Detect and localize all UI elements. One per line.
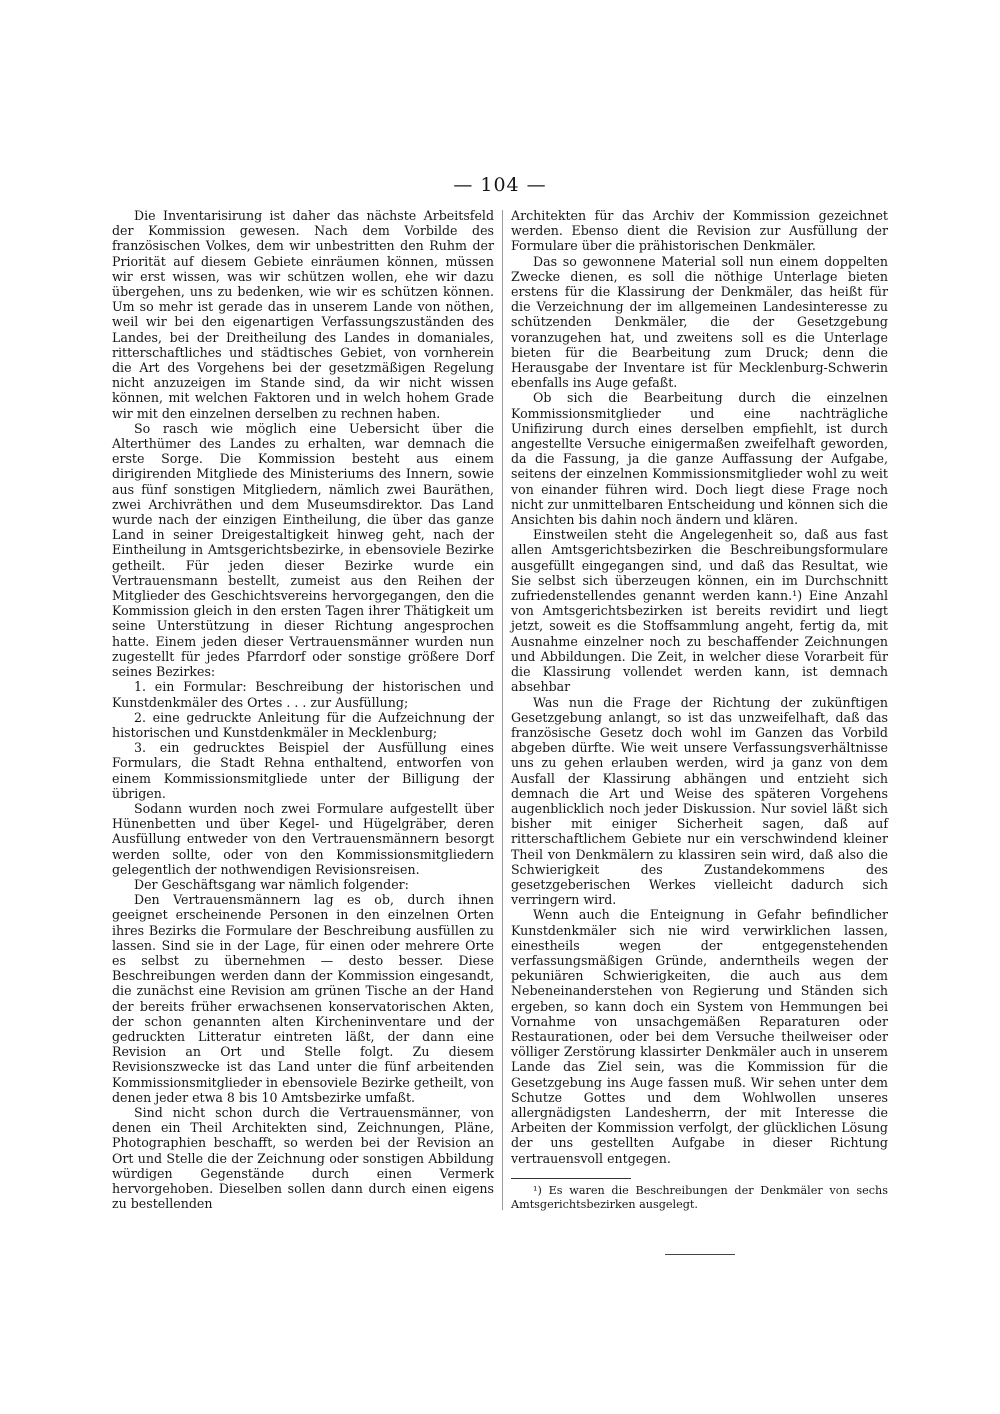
list-item: 2. eine gedruckte Anleitung für die Aufzeichnung der historischen und Kunstdenkmäler in Mecklenburg; xyxy=(112,709,494,740)
paragraph: Das so gewonnene Material soll nun einem doppelten Zwecke dienen, es soll die nöthige Unterlage bieten erstens für die Klassirung der Denkmäler, das heißt für die Verzeichnung der im allgemeinen Landesinteresse zu schützenden Denkmäler, die der Gesetzgebung voranzugehen hat, und zweitens soll es die Unterlage bieten für die Bearbeitung zum Druck; denn die Herausgabe der Inventare ist für Mecklenburg-Schwerin ebenfalls ins Auge gefaßt. xyxy=(511,253,888,391)
paragraph: So rasch wie möglich eine Uebersicht über die Alterthümer des Landes zu erhalten, war demnach die erste Sorge. Die Kommission besteht aus einem dirigirenden Mitgliede des Ministeriums des Innern, sowie aus fünf sonstigen Mitgliedern, nämlich zwei Bauräthen, zwei Archivräthen und dem Museumsdirektor. Das Land wurde nach der einzigen Eintheilung, die über das ganze Land in seiner Dreigestaltigkeit hinweg geht, nach der Eintheilung in Amtsgerichtsbezirke, in ebensoviele Bezirke getheilt. Für jeden dieser Bezirke wurde ein Vertrauensmann bestellt, zumeist aus den Reihen der Mitglieder des Geschichtsvereins hervorgegangen, den die Kommission gleich in den ersten Tagen ihrer Thätigkeit um seine Unterstützung in dieser Richtung angesprochen hatte. Einem jeden dieser Vertrauensmänner wurden nun zugestellt für jedes Pfarrdorf oder sonstige größere Dorf seines Bezirkes: xyxy=(112,420,494,680)
paragraph: Wenn auch die Enteignung in Gefahr befindlicher Kunstdenkmäler sich nie wird verwirklichen lassen, einestheils wegen der entgegenstehenden verfassungsmäßigen Gründe, anderntheils wegen der pekuniären Schwierigkeiten, die auch aus dem Nebeneinanderstehen von Regierung und Ständen sich ergeben, so kann doch ein System von Hemmungen bei Vornahme von unsachgemäßen Reparaturen oder Restaurationen, oder bei dem Versuche theilweiser oder völliger Zerstörung klassirter Denkmäler auch in unserem Lande das Ziel sein, was die Kommission für die Gesetzgebung ins Auge fassen muß. Wir sehen unter dem Schutze Gottes und dem Wohlwollen unseres allergnädigsten Landesherrn, der mit Interesse die Arbeiten der Kommission verfolgt, der glücklichen Lösung der uns gestellten Aufgabe in dieser Richtung vertrauensvoll entgegen. xyxy=(511,907,888,1166)
paragraph: Sodann wurden noch zwei Formulare aufgestellt über Hünenbetten und über Kegel- und Hügelgräber, deren Ausfüllung entweder von den Vertrauensmännern besorgt werden sollte, oder von den Kommissionsmitgliedern gelegentlich der nothwendigen Revisionsreisen. xyxy=(112,800,494,877)
left-column xyxy=(112,208,494,1211)
column-divider xyxy=(502,210,503,1210)
list-item: 3. ein gedrucktes Beispiel der Ausfüllung eines Formulars, die Stadt Rehna enthaltend, entworfen von einem Kommissionsmitgliede unter der Billigung der übrigen. xyxy=(112,740,494,801)
paragraph: Ob sich die Bearbeitung durch die einzelnen Kommissionsmitglieder und eine nachträgliche Unifizirung durch eines derselben empfiehlt, ist durch angestellte Versuche einigermaßen zweifelhaft geworden, da die Fassung, ja die ganze Auffassung der Aufgabe, seitens der einzelnen Kommissionsmitglieder wohl zu weit von einander führen wird. Doch liegt diese Frage noch nicht zur unmittelbaren Entscheidung und können sich die Ansichten bis dahin noch ändern und klären. xyxy=(511,390,888,528)
paragraph: Den Vertrauensmännern lag es ob, durch ihnen geeignet erscheinende Personen in den einzelnen Orten ihres Bezirks die Formulare der Beschreibung ausfüllen zu lassen. Sind sie in der Lage, für einen oder mehrere Orte es selbst zu übernehmen — desto besser. Diese Beschreibungen werden dann der Kommission eingesandt, die zunächst eine Revision am grünen Tische an der Hand der bereits früher erwachsenen konservatorischen Akten, der schon genannten alten Kircheninventare und der gedruckten Litteratur eintreten läßt, der dann eine Revision an Ort und Stelle folgt. Zu diesem Revisionszwecke ist das Land unter die fünf arbeitenden Kommissionsmitglieder in ebensoviele Bezirke getheilt, von denen jeder etwa 8 bis 10 Amtsbezirke umfaßt. xyxy=(112,892,494,1105)
list-item: 1. ein Formular: Beschreibung der historischen und Kunstdenkmäler des Ortes . . . zur Ausfüllung; xyxy=(112,679,494,710)
footnote-rule xyxy=(511,1178,631,1179)
end-rule xyxy=(665,1254,735,1255)
paragraph: Was nun die Frage der Richtung der zukünftigen Gesetzgebung anlangt, so ist das unzweifelhaft, daß das französische Gesetz doch wohl im Ganzen das Vorbild abgeben dürfte. Wie weit unsere Verfassungsverhältnisse uns zu gehen erlauben werden, wird ja ganz von dem Ausfall der Klassirung abhängen und entzieht sich demnach die Art und Weise des späteren Vorgehens augenblicklich noch jeder Diskussion. Nur soviel läßt sich bisher mit einiger Sicherheit sagen, daß auf ritterschaftlichem Gebiete nur ein verschwindend kleiner Theil von Denkmälern zu klassiren sein wird, daß also die Schwierigkeit des Zustandekommens des gesetzgeberischen Werkes vielleicht dadurch sich verringern wird. xyxy=(511,694,888,908)
right-column xyxy=(511,208,888,1255)
paragraph: Sind nicht schon durch die Vertrauensmänner, von denen ein Theil Architekten sind, Zeichnungen, Pläne, Photographien beschafft, so werden bei der Revision an Ort und Stelle die der Zeichnung oder sonstigen Abbildung würdigen Gegenstände durch einen Vermerk hervorgehoben. Dieselben sollen dann durch einen eigens zu bestellenden xyxy=(112,1104,494,1212)
paragraph: Architekten für das Archiv der Kommission gezeichnet werden. Ebenso dient die Revision zur Ausfüllung der Formulare über die prähistorischen Denkmäler. xyxy=(511,208,888,254)
page-number: — 104 — xyxy=(453,174,547,196)
paragraph: Die Inventarisirung ist daher das nächste Arbeitsfeld der Kommission gewesen. Nach dem Vorbilde des französischen Volkes, dem wir unbestritten den Ruhm der Priorität auf diesem Gebiete einräumen können, müssen wir erst wissen, was wir schützen wollen, ehe wir dazu übergehen, uns zu bedenken, wie wir es schützen können. Um so mehr ist gerade das in unserem Lande von nöthen, weil wir bei den eigenartigen Verfassungszuständen des Landes, bei der Dreitheilung des Landes in domaniales, ritterschaftliches und städtisches Gebiet, von vornherein die Art des Vorgehens bei der gesetzmäßigen Regelung nicht anzuzeigen im Stande sind, da wir nicht wissen können, mit welchen Faktoren und in welch hohem Grade wir mit den einzelnen derselben zu rechnen haben. xyxy=(112,208,494,421)
paragraph: Einstweilen steht die Angelegenheit so, daß aus fast allen Amtsgerichtsbezirken die Beschreibungsformulare ausgefüllt eingegangen sind, und daß das Resultat, wie Sie selbst sich überzeugen können, ein im Durchschnitt zufriedenstellendes genannt werden kann.¹) Eine Anzahl von Amtsgerichtsbezirken ist bereits revidirt und liegt jetzt, soweit es die Stoffsammlung angeht, fertig da, mit Ausnahme einzelner noch zu beschaffender Zeichnungen und Abbildungen. Die Zeit, in welcher diese Vorarbeit für die Klassirung vollendet werden kann, ist demnach absehbar xyxy=(511,527,888,695)
footnote: ¹) Es waren die Beschreibungen der Denkmäler von sechs Amtsgerichtsbezirken ausgelegt. xyxy=(511,1183,888,1211)
paragraph: Der Geschäftsgang war nämlich folgender: xyxy=(134,876,409,892)
